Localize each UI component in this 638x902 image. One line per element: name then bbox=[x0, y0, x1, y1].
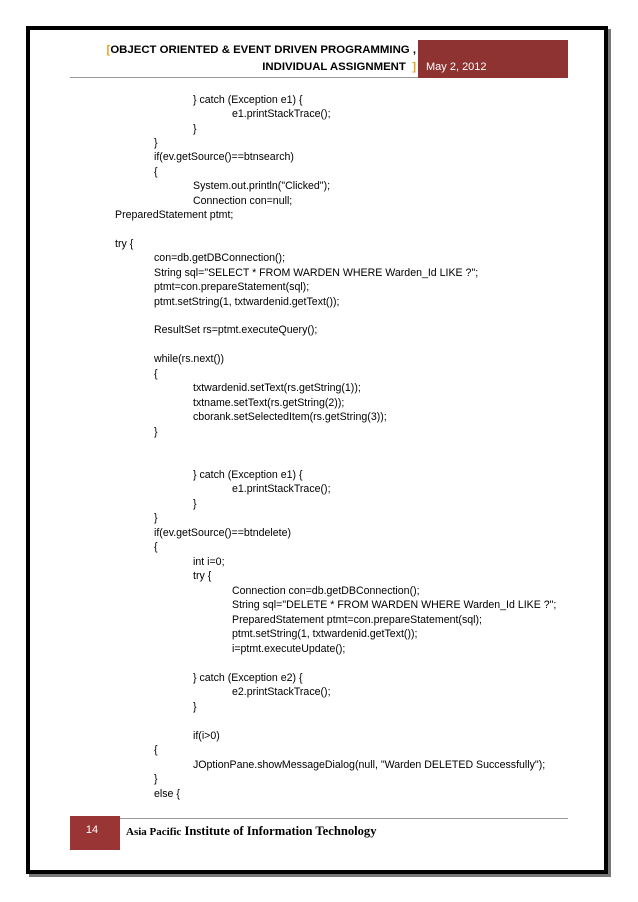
code-line: while(rs.next()) bbox=[154, 353, 225, 365]
header-bracket-close: ] bbox=[412, 61, 416, 73]
code-line: { bbox=[154, 368, 158, 380]
code-line: i=ptmt.executeUpdate(); bbox=[232, 643, 346, 655]
code-line: txtwardenid.setText(rs.getString(1)); bbox=[193, 382, 361, 394]
code-line: if(ev.getSource()==btnsearch) bbox=[154, 151, 294, 163]
header-date-box bbox=[418, 40, 568, 78]
code-line: } bbox=[193, 701, 197, 713]
code-line: { bbox=[154, 541, 158, 553]
code-line: { bbox=[154, 166, 158, 178]
header-title-line2: INDIVIDUAL ASSIGNMENT bbox=[262, 61, 406, 73]
code-line: cborank.setSelectedItem(rs.getString(3)); bbox=[193, 411, 387, 423]
code-line: } bbox=[193, 498, 197, 510]
code-line: } bbox=[154, 512, 158, 524]
code-line: PreparedStatement ptmt=con.prepareStatement(sql); bbox=[232, 614, 482, 626]
page-number: 14 bbox=[85, 824, 99, 836]
code-line: e1.printStackTrace(); bbox=[232, 108, 331, 120]
code-line: Connection con=null; bbox=[193, 195, 293, 207]
code-line: } bbox=[193, 123, 197, 135]
code-line: PreparedStatement ptmt; bbox=[115, 209, 234, 221]
footer-page-number-box bbox=[70, 816, 120, 850]
page-border bbox=[26, 26, 608, 874]
code-line: } catch (Exception e1) { bbox=[193, 94, 303, 106]
code-line: } catch (Exception e1) { bbox=[193, 469, 303, 481]
code-line: try { bbox=[115, 238, 134, 250]
code-line: String sql="DELETE * FROM WARDEN WHERE Warden_Id LIKE ?"; bbox=[232, 599, 557, 611]
header-rule bbox=[70, 77, 418, 78]
code-line: ptmt.setString(1, txtwardenid.getText()); bbox=[232, 628, 418, 640]
code-line: JOptionPane.showMessageDialog(null, "Warden DELETED Successfully"); bbox=[193, 759, 546, 771]
header-title bbox=[70, 42, 416, 76]
code-line: try { bbox=[193, 570, 212, 582]
code-line: { bbox=[154, 744, 158, 756]
footer-institute-rest: Institute of Information Technology bbox=[181, 824, 377, 838]
code-line: ptmt.setString(1, txtwardenid.getText()); bbox=[154, 296, 340, 308]
code-line: } bbox=[154, 773, 158, 785]
code-line: } bbox=[154, 426, 158, 438]
code-line: String sql="SELECT * FROM WARDEN WHERE Warden_Id LIKE ?"; bbox=[154, 267, 479, 279]
code-line: int i=0; bbox=[193, 556, 225, 568]
footer-rule bbox=[120, 818, 568, 819]
footer-institute-prefix: Asia Pacific bbox=[126, 826, 182, 838]
code-line: ptmt=con.prepareStatement(sql); bbox=[154, 281, 310, 293]
code-line: } bbox=[154, 137, 158, 149]
header-date: May 2, 2012 bbox=[426, 61, 487, 73]
code-line: if(ev.getSource()==btndelete) bbox=[154, 527, 292, 539]
code-line: } catch (Exception e2) { bbox=[193, 672, 303, 684]
code-line: if(i>0) bbox=[193, 730, 220, 742]
header-bracket-open: [ bbox=[106, 44, 111, 56]
header-title-line1: OBJECT ORIENTED & EVENT DRIVEN PROGRAMMING , bbox=[110, 44, 416, 56]
code-line: Connection con=db.getDBConnection(); bbox=[232, 585, 420, 597]
code-line: System.out.println("Clicked"); bbox=[193, 180, 331, 192]
code-line: e2.printStackTrace(); bbox=[232, 686, 331, 698]
code-line: con=db.getDBConnection(); bbox=[154, 252, 286, 264]
footer-institute bbox=[126, 824, 377, 839]
code-line: ResultSet rs=ptmt.executeQuery(); bbox=[154, 324, 318, 336]
code-line: txtname.setText(rs.getString(2)); bbox=[193, 397, 345, 409]
code-line: else { bbox=[154, 788, 180, 800]
code-line: e1.printStackTrace(); bbox=[232, 483, 331, 495]
